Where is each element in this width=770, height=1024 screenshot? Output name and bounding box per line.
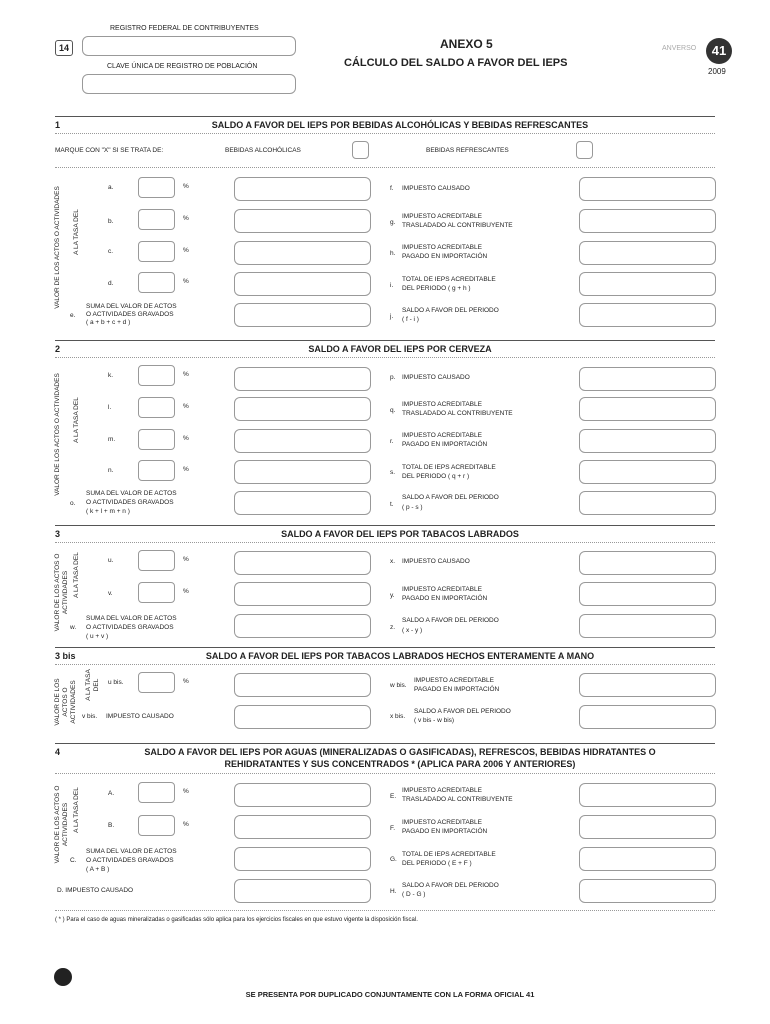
rate-B-pct: % (183, 821, 189, 828)
section-1-subrule (55, 133, 715, 134)
value-o-field[interactable] (234, 491, 371, 515)
option-refreshing-checkbox[interactable] (576, 141, 593, 159)
row-j-line2: ( f - i ) (402, 316, 419, 323)
section-1-number: 1 (55, 120, 61, 130)
value-x-field[interactable] (579, 551, 716, 575)
section-1-vlabel-rate: A LA TASA DEL (73, 209, 80, 255)
row-E-letter: E. (390, 793, 397, 800)
row-c-letter: c. (108, 248, 114, 255)
section-4-rule (55, 743, 715, 744)
row-H-letter: H. (390, 888, 397, 895)
rfc-label: REGISTRO FEDERAL DE CONTRIBUYENTES (110, 25, 259, 32)
row-t-line2: ( p - s ) (402, 504, 423, 511)
section-4-vlabel-b: ACTIVIDADES (62, 802, 69, 847)
rate-l-pct: % (183, 403, 189, 410)
row-z-letter: z. (390, 624, 396, 631)
value-c-field[interactable] (234, 241, 371, 265)
value-ubis-field[interactable] (234, 673, 371, 697)
row-F-line2: PAGADO EN IMPORTACIÓN (402, 828, 488, 835)
value-vbis-field[interactable] (234, 705, 371, 729)
section-3bis-vlabel: VALOR DE LOS (54, 678, 61, 726)
rate-k-input[interactable] (138, 365, 175, 386)
section-1-rule (55, 116, 715, 117)
value-b-field[interactable] (234, 209, 371, 233)
row-h-line2: PAGADO EN IMPORTACIÓN (402, 253, 488, 260)
section-1-vlabel: VALOR DE LOS ACTOS O ACTIVIDADES (54, 186, 61, 309)
row-xbis-letter: x bis. (390, 713, 406, 720)
section-2-rule (55, 340, 715, 341)
section-3-number: 3 (55, 529, 61, 539)
section-3-rule (55, 525, 715, 526)
rate-c-input[interactable] (138, 241, 175, 262)
section-4-title-line2: REHIDRATANTES Y SUS CONCENTRADOS * (APLICA PARA 2006 Y ANTERIORES) (224, 759, 576, 769)
section-3bis-vlabel-rate: A LA TASA (85, 669, 92, 701)
row-F-line1: IMPUESTO ACREDITABLE (402, 819, 482, 826)
row-h-line1: IMPUESTO ACREDITABLE (402, 244, 482, 251)
rate-m-pct: % (183, 435, 189, 442)
row-s-line1: TOTAL DE IEPS ACREDITABLE (402, 464, 496, 471)
row-H-line1: SALDO A FAVOR DEL PERIODO (402, 882, 499, 889)
row-g-line1: IMPUESTO ACREDITABLE (402, 213, 482, 220)
row-E-line2: TRASLADADO AL CONTRIBUYENTE (402, 796, 513, 803)
value-E-field[interactable] (579, 783, 716, 807)
value-k-field[interactable] (234, 367, 371, 391)
value-C-field[interactable] (234, 847, 371, 871)
row-e-line2: O ACTIVIDADES GRAVADOS (86, 311, 174, 318)
row-b-letter: b. (108, 218, 114, 225)
row-G-letter: G. (390, 856, 397, 863)
footnote: ( * ) Para el caso de aguas mineralizadas o gasificadas sólo aplica para los ejercicios fiscales en que estuvo vigente la disposición fiscal. (55, 917, 418, 923)
row-t-line1: SALDO A FAVOR DEL PERIODO (402, 494, 499, 501)
row-u-letter: u. (108, 557, 114, 564)
curp-field[interactable] (82, 74, 296, 94)
rate-ubis-pct: % (183, 678, 189, 685)
rate-b-input[interactable] (138, 209, 175, 230)
row-y-line2: PAGADO EN IMPORTACIÓN (402, 595, 488, 602)
row-g-line2: TRASLADADO AL CONTRIBUYENTE (402, 222, 513, 229)
section-3bis-rule (55, 647, 715, 648)
rate-v-pct: % (183, 588, 189, 595)
row-n-letter: n. (108, 467, 114, 474)
row-w-line2: O ACTIVIDADES GRAVADOS (86, 624, 174, 631)
value-v-field[interactable] (234, 582, 371, 606)
row-wbis-line1: IMPUESTO ACREDITABLE (414, 677, 494, 684)
row-r-line1: IMPUESTO ACREDITABLE (402, 432, 482, 439)
form-number-badge: 41 (706, 38, 732, 64)
row-C-line1: SUMA DEL VALOR DE ACTOS (86, 848, 177, 855)
rate-n-pct: % (183, 466, 189, 473)
row-a-letter: a. (108, 184, 114, 191)
row-z-line1: SALDO A FAVOR DEL PERIODO (402, 617, 499, 624)
value-u-field[interactable] (234, 551, 371, 575)
rate-a-input[interactable] (138, 177, 175, 198)
row-G-line2: DEL PERIODO ( E + F ) (402, 860, 472, 867)
section-3-subrule (55, 542, 715, 543)
section-3-vlabel-b: ACTIVIDADES (62, 570, 69, 615)
value-F-field[interactable] (579, 815, 716, 839)
rate-d-input[interactable] (138, 272, 175, 293)
row-g-letter: g. (390, 219, 396, 226)
row-C-letter: C. (70, 857, 77, 864)
section-2-subrule (55, 357, 715, 358)
row-xbis-line2: ( v bis - w bis) (414, 717, 455, 724)
value-w-field[interactable] (234, 614, 371, 638)
row-w-letter: w. (70, 624, 77, 631)
row-wbis-line2: PAGADO EN IMPORTACIÓN (414, 686, 500, 693)
value-D-field[interactable] (234, 879, 371, 903)
section-3bis-number: 3 bis (55, 651, 76, 661)
value-q-field[interactable] (579, 397, 716, 421)
value-xbis-field[interactable] (579, 705, 716, 729)
row-h-letter: h. (390, 250, 396, 257)
rate-v-input[interactable] (138, 582, 175, 603)
value-A-field[interactable] (234, 783, 371, 807)
row-o-line1: SUMA DEL VALOR DE ACTOS (86, 490, 177, 497)
side-label: ANVERSO (662, 45, 697, 52)
value-r-field[interactable] (579, 429, 716, 453)
row-i-line2: DEL PERIODO ( g + h ) (402, 285, 471, 292)
footer-text: SE PRESENTA POR DUPLICADO CONJUNTAMENTE CON LA FORMA OFICIAL 41 (245, 990, 535, 999)
section-4-title-line1: SALDO A FAVOR DEL IEPS POR AGUAS (MINERALIZADAS O GASIFICADAS), REFRESCOS, BEBIDAS HIDRATANTES O (144, 747, 656, 757)
rate-u-input[interactable] (138, 550, 175, 571)
section-3bis-subrule (55, 664, 715, 665)
section-4-number: 4 (55, 747, 61, 757)
section-3bis-vlabel-b: ACTOS O (62, 687, 69, 717)
row-p-letter: p. (390, 374, 396, 381)
section-2-number: 2 (55, 344, 61, 354)
curp-label: CLAVE ÚNICA DE REGISTRO DE POBLACIÓN (107, 63, 258, 70)
value-i-field[interactable] (579, 272, 716, 296)
rate-a-pct: % (183, 183, 189, 190)
value-t-field[interactable] (579, 491, 716, 515)
value-z-field[interactable] (579, 614, 716, 638)
row-F-letter: F. (390, 825, 396, 832)
rate-k-pct: % (183, 371, 189, 378)
section-2-vlabel-rate: A LA TASA DEL (73, 397, 80, 443)
option-refreshing-label: BEBIDAS REFRESCANTES (426, 147, 509, 154)
value-f-field[interactable] (579, 177, 716, 201)
value-n-field[interactable] (234, 460, 371, 484)
row-f-line1: IMPUESTO CAUSADO (402, 185, 470, 192)
row-v-letter: v. (108, 590, 113, 597)
row-y-line1: IMPUESTO ACREDITABLE (402, 586, 482, 593)
rate-n-input[interactable] (138, 460, 175, 481)
row-r-letter: r. (390, 438, 394, 445)
row-w-line1: SUMA DEL VALOR DE ACTOS (86, 615, 177, 622)
section-4-subrule (55, 773, 715, 774)
row-q-line2: TRASLADADO AL CONTRIBUYENTE (402, 410, 513, 417)
section-2-vlabel: VALOR DE LOS ACTOS O ACTIVIDADES (54, 373, 61, 496)
row-i-line1: TOTAL DE IEPS ACREDITABLE (402, 276, 496, 283)
section-4-vlabel-rate: A LA TASA DEL (73, 787, 80, 833)
value-G-field[interactable] (579, 847, 716, 871)
section-1-title: SALDO A FAVOR DEL IEPS POR BEBIDAS ALCOHÓLICAS Y BEBIDAS REFRESCANTES (211, 120, 589, 130)
section-3-vlabel-rate: A LA TASA DEL (73, 552, 80, 598)
row-C-line3: ( A + B ) (86, 866, 110, 873)
rate-A-input[interactable] (138, 782, 175, 803)
rate-B-input[interactable] (138, 815, 175, 836)
row-x-line1: IMPUESTO CAUSADO (402, 558, 470, 565)
row-o-line2: O ACTIVIDADES GRAVADOS (86, 499, 174, 506)
value-s-field[interactable] (579, 460, 716, 484)
rate-d-pct: % (183, 278, 189, 285)
section-2-title: SALDO A FAVOR DEL IEPS POR CERVEZA (308, 344, 492, 354)
rfc-field[interactable] (82, 36, 296, 56)
value-e-field[interactable] (234, 303, 371, 327)
row-A-letter: A. (108, 790, 115, 797)
mark-label: MARQUE CON "X" SI SE TRATA DE: (55, 147, 164, 154)
row-j-letter: j. (390, 313, 394, 320)
rate-c-pct: % (183, 247, 189, 254)
row-G-line1: TOTAL DE IEPS ACREDITABLE (402, 851, 496, 858)
value-y-field[interactable] (579, 582, 716, 606)
row-w-line3: ( u + v ) (86, 633, 109, 640)
row-E-line1: IMPUESTO ACREDITABLE (402, 787, 482, 794)
option-alcoholic-checkbox[interactable] (352, 141, 369, 159)
value-j-field[interactable] (579, 303, 716, 327)
value-wbis-field[interactable] (579, 673, 716, 697)
row-r-line2: PAGADO EN IMPORTACIÓN (402, 441, 488, 448)
row-d-letter: d. (108, 280, 114, 287)
page-number-box: 14 (55, 40, 73, 56)
value-m-field[interactable] (234, 429, 371, 453)
rate-b-pct: % (183, 215, 189, 222)
row-H-line2: ( D - G ) (402, 891, 426, 898)
rate-l-input[interactable] (138, 397, 175, 418)
value-g-field[interactable] (579, 209, 716, 233)
value-h-field[interactable] (579, 241, 716, 265)
section-3bis-title: SALDO A FAVOR DEL IEPS POR TABACOS LABRADOS HECHOS ENTERAMENTE A MANO (205, 651, 595, 661)
row-wbis-letter: w bis. (390, 682, 407, 689)
row-y-letter: y. (390, 592, 395, 599)
rate-A-pct: % (183, 788, 189, 795)
row-vbis-letter: v bis. (82, 713, 98, 720)
row-z-line2: ( x - y ) (402, 627, 423, 634)
row-p-line1: IMPUESTO CAUSADO (402, 374, 470, 381)
rate-ubis-input[interactable] (138, 672, 175, 693)
row-j-line1: SALDO A FAVOR DEL PERIODO (402, 307, 499, 314)
section-4-vlabel: VALOR DE LOS ACTOS O (54, 785, 61, 864)
rate-m-input[interactable] (138, 429, 175, 450)
row-e-letter: e. (70, 312, 76, 319)
section-3-title: SALDO A FAVOR DEL IEPS POR TABACOS LABRADOS (281, 529, 519, 539)
value-a-field[interactable] (234, 177, 371, 201)
row-ubis-letter: u bis. (108, 679, 124, 686)
row-xbis-line1: SALDO A FAVOR DEL PERIODO (414, 708, 511, 715)
rate-u-pct: % (183, 556, 189, 563)
section-1-subrule-2 (55, 167, 715, 168)
row-o-line3: ( k + l + m + n ) (86, 508, 130, 515)
form-year: 2009 (708, 67, 726, 76)
value-l-field[interactable] (234, 397, 371, 421)
section-3bis-vlabel-c: ACTIVIDADES (70, 680, 77, 724)
corner-mark (54, 968, 72, 986)
row-vbis-line1: IMPUESTO CAUSADO (106, 713, 174, 720)
row-q-letter: q. (390, 407, 396, 414)
page-title: CÁLCULO DEL SALDO A FAVOR DEL IEPS (344, 57, 568, 69)
row-o-letter: o. (70, 500, 76, 507)
value-H-field[interactable] (579, 879, 716, 903)
section-3-vlabel: VALOR DE LOS ACTOS O (54, 553, 61, 632)
row-B-letter: B. (108, 822, 115, 829)
value-p-field[interactable] (579, 367, 716, 391)
row-f-letter: f. (390, 185, 394, 192)
value-d-field[interactable] (234, 272, 371, 296)
section-3bis-vlabel-rate-b: DEL (93, 678, 100, 692)
row-i-letter: i. (390, 282, 394, 289)
row-s-line2: DEL PERIODO ( q + r ) (402, 473, 470, 480)
row-m-letter: m. (108, 436, 116, 443)
row-D-label: D. IMPUESTO CAUSADO (57, 887, 134, 894)
row-x-letter: x. (390, 558, 396, 565)
row-e-line1: SUMA DEL VALOR DE ACTOS (86, 303, 177, 310)
row-k-letter: k. (108, 372, 114, 379)
value-B-field[interactable] (234, 815, 371, 839)
row-s-letter: s. (390, 469, 396, 476)
annex-title: ANEXO 5 (440, 37, 493, 51)
row-l-letter: l. (108, 404, 112, 411)
row-t-letter: t. (390, 501, 394, 508)
row-q-line1: IMPUESTO ACREDITABLE (402, 401, 482, 408)
row-C-line2: O ACTIVIDADES GRAVADOS (86, 857, 174, 864)
row-e-line3: ( a + b + c + d ) (86, 319, 131, 326)
option-alcoholic-label: BEBIDAS ALCOHÓLICAS (225, 147, 301, 154)
section-4-bottom-rule (55, 910, 715, 911)
